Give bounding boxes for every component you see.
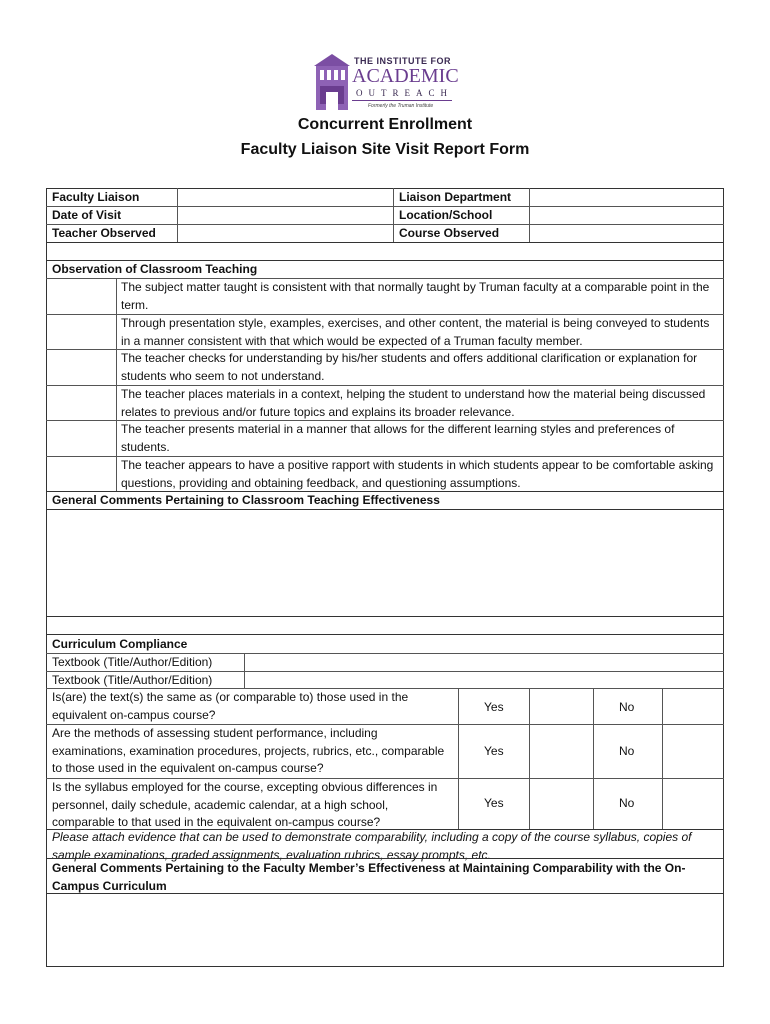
teacher-observed-field[interactable] [178, 225, 392, 242]
q1-yes-checkbox[interactable] [530, 689, 593, 724]
logo-line1: THE INSTITUTE FOR [354, 56, 451, 66]
yes-label: Yes [484, 796, 504, 810]
yes-label: Yes [484, 700, 504, 714]
observation-item: The teacher presents material in a manner that allows for the different learning styles and preferences of students. [121, 422, 675, 454]
observation-item: The teacher appears to have a positive rapport with students in which students appear to be comfortable asking questions, providing and obtaining feedback, and questioning assumptions. [121, 458, 714, 490]
teaching-comments-field[interactable] [46, 509, 724, 617]
q1-no-checkbox[interactable] [663, 689, 723, 724]
date-of-visit-label: Date of Visit [52, 208, 122, 222]
rating-cell-4[interactable] [47, 386, 116, 420]
no-label: No [619, 700, 635, 714]
liaison-department-field[interactable] [530, 189, 723, 205]
logo-divider [352, 100, 452, 101]
observation-heading: Observation of Classroom Teaching [52, 262, 258, 276]
observation-item: The subject matter taught is consistent with that normally taught by Truman faculty at a comparable point in the term. [121, 280, 710, 312]
logo-line3: OUTREACH [356, 88, 453, 98]
q3-yes-checkbox[interactable] [530, 779, 593, 830]
q2-no-checkbox[interactable] [663, 725, 723, 778]
logo-line2: ACADEMIC [352, 65, 459, 87]
rating-cell-6[interactable] [47, 457, 116, 492]
faculty-liaison-label: Faculty Liaison [52, 190, 140, 204]
teacher-observed-label: Teacher Observed [52, 226, 156, 240]
textbook1-field[interactable] [245, 654, 723, 671]
attachment-note: Please attach evidence that can be used to demonstrate comparability, including a copy of the course syllabus, copies of sample examinations, graded assignments, evaluation rubrics, essay prompts, etc. [52, 830, 692, 862]
building-icon [312, 52, 352, 112]
logo-tagline: Formerly the Truman Institute [368, 103, 434, 109]
course-observed-label: Course Observed [399, 226, 500, 240]
date-of-visit-field[interactable] [178, 207, 392, 223]
observation-item: The teacher checks for understanding by his/her students and offers additional clarification or explanation for students who seem to not understand. [121, 351, 698, 383]
observation-item: The teacher places materials in a context, helping the student to understand how the material being discussed relates to previous and/or future topics and explains its broader relevance. [121, 387, 706, 419]
curriculum-heading: Curriculum Compliance [52, 637, 188, 651]
no-label: No [619, 796, 635, 810]
q2-yes-checkbox[interactable] [530, 725, 593, 778]
question-1: Is(are) the text(s) the same as (or comparable to) those used in the equivalent on-campus course? [52, 690, 409, 722]
liaison-department-label: Liaison Department [399, 190, 512, 204]
faculty-liaison-field[interactable] [178, 189, 392, 205]
q3-no-checkbox[interactable] [663, 779, 723, 830]
yes-label: Yes [484, 744, 504, 758]
form-title-line1: Concurrent Enrollment [297, 116, 473, 133]
question-2: Are the methods of assessing student performance, including examinations, examination procedures, projects, rubrics, etc., comparable to those used in the equivalent on-campus course? [52, 726, 445, 775]
curriculum-comments-field[interactable] [46, 893, 724, 967]
location-school-label: Location/School [399, 208, 493, 222]
institute-logo [312, 52, 460, 114]
no-label: No [619, 744, 635, 758]
rating-cell-3[interactable] [47, 350, 116, 385]
textbook1-label: Textbook (Title/Author/Edition) [52, 655, 213, 669]
rating-cell-1[interactable] [47, 279, 116, 314]
textbook2-field[interactable] [245, 672, 723, 688]
rating-cell-5[interactable] [47, 421, 116, 456]
observation-item: Through presentation style, examples, exercises, and other content, the material is being conveyed to students in a manner consistent with that which would be expected of a Truman faculty member. [121, 316, 710, 348]
teaching-comments-heading: General Comments Pertaining to Classroom Teaching Effectiveness [52, 493, 440, 507]
location-school-field[interactable] [530, 207, 723, 223]
course-observed-field[interactable] [530, 225, 723, 242]
curriculum-comments-heading: General Comments Pertaining to the Faculty Member’s Effectiveness at Maintaining Comparability with the On-Campus Curriculum [52, 861, 686, 893]
question-3: Is the syllabus employed for the course, excepting obvious differences in personnel, daily schedule, academic calendar, at a high school, comparable to that used in the equivalent on-campus course? [52, 780, 438, 829]
rating-cell-2[interactable] [47, 315, 116, 349]
form-title-line2: Faculty Liaison Site Visit Report Form [240, 141, 530, 158]
textbook2-label: Textbook (Title/Author/Edition) [52, 673, 213, 687]
